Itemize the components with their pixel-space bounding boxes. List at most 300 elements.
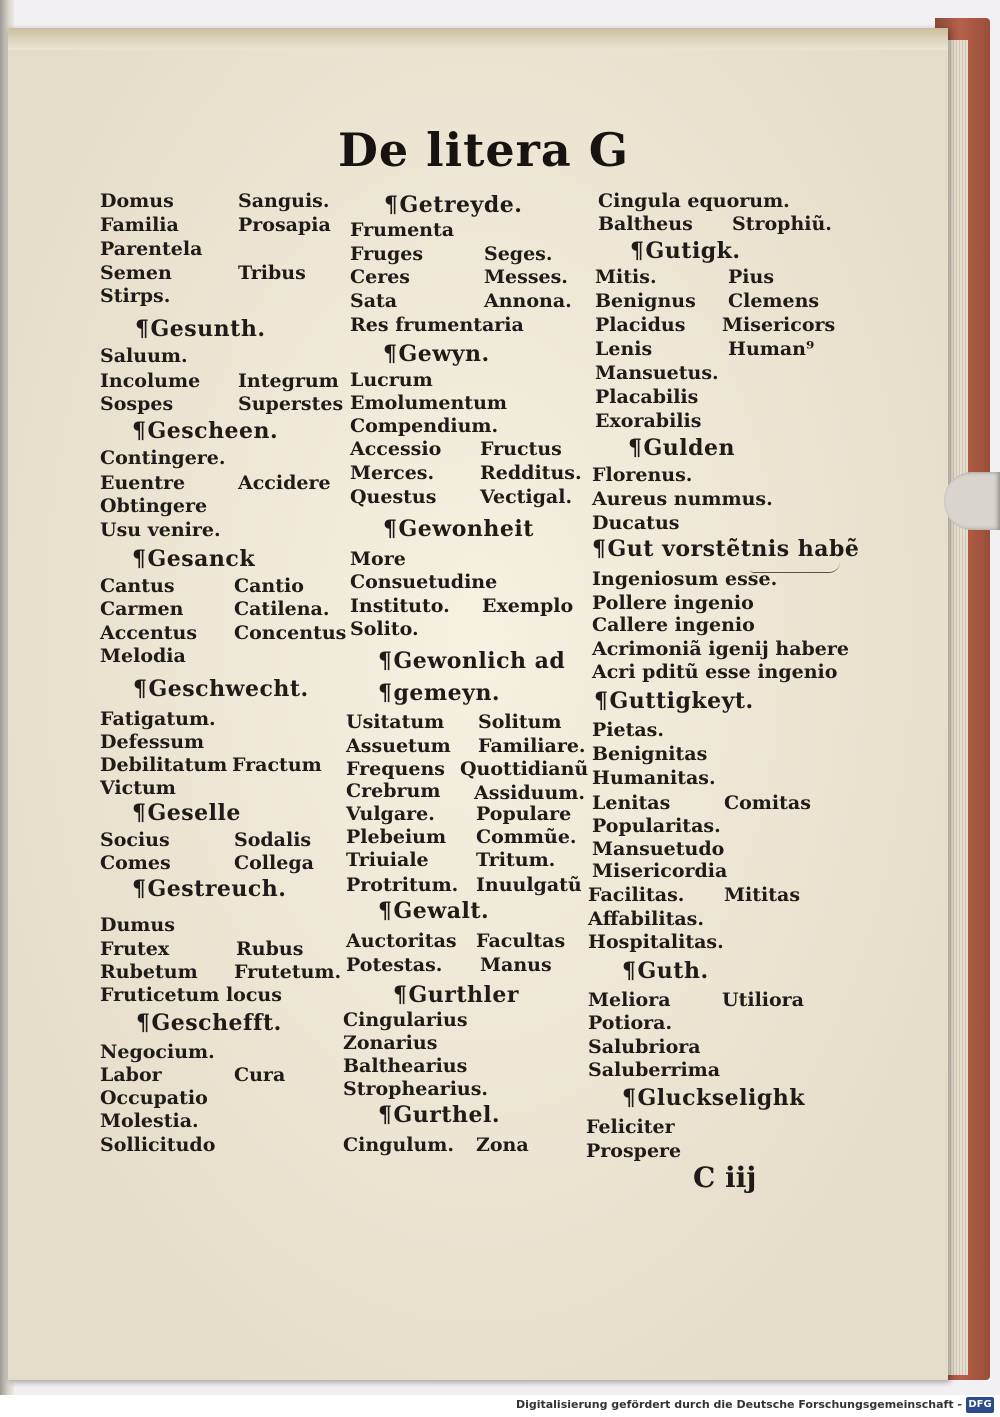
entry-word [480, 438, 562, 460]
entry-word [100, 938, 169, 960]
entry-text: Fractum [232, 754, 322, 776]
entry-word [588, 989, 671, 1011]
entry-text: Questus [350, 486, 437, 508]
entry-text: Sospes [100, 393, 174, 415]
entry-text: Res frumentaria [350, 314, 524, 336]
pilcrow-icon: ¶ [132, 418, 147, 444]
entry-text: Familiare. [478, 735, 586, 757]
entry-word [484, 243, 553, 265]
entry-word [100, 285, 170, 307]
entry-text: Acri pditũ esse ingenio [592, 661, 838, 683]
entry-text: Affabilitas. [588, 908, 704, 930]
entry-text: Accessio [350, 438, 442, 460]
entry-text: Messes. [484, 266, 568, 288]
entry-text: Misericordia [592, 860, 728, 882]
entry-word [484, 290, 572, 312]
entry-text: Socius [100, 829, 170, 851]
entry-word [100, 984, 282, 1006]
entry-heading [383, 343, 490, 365]
entry-word [343, 1032, 437, 1054]
entry-text: Gurthler [408, 982, 519, 1008]
footer-bar [0, 1395, 1000, 1417]
entry-heading [136, 1012, 282, 1034]
entry-text: Gluckselighk [637, 1085, 805, 1111]
entry-heading [594, 690, 754, 712]
entry-text: Gescheen. [147, 418, 279, 444]
entry-word [592, 743, 707, 765]
entry-text: Instituto. [350, 595, 450, 617]
entry-word [595, 338, 652, 360]
entry-text: Rubetum [100, 961, 198, 983]
pilcrow-icon: ¶ [132, 546, 147, 572]
entry-word [588, 1059, 720, 1081]
entry-word [100, 190, 174, 212]
entry-word [100, 598, 183, 620]
entry-text: Geselle [147, 800, 241, 826]
entry-word [100, 914, 175, 936]
entry-text: Potestas. [346, 954, 443, 976]
entry-word [350, 314, 524, 336]
entry-word [592, 638, 849, 660]
entry-text: Getreyde. [399, 192, 523, 218]
entry-word [234, 961, 341, 983]
entry-text: Redditus. [480, 462, 582, 484]
entry-word [238, 214, 331, 236]
entry-text: Cantio [234, 575, 304, 597]
entry-word [476, 849, 555, 871]
entry-text: Misericors [722, 314, 836, 336]
entry-word [346, 826, 446, 848]
entry-word [100, 262, 172, 284]
entry-word [480, 462, 582, 484]
entry-word [238, 262, 306, 284]
entry-text: Gewyn. [398, 341, 490, 367]
entry-text: Cingulum. [343, 1134, 455, 1156]
entry-word [586, 1140, 681, 1162]
entry-text: Lenis [595, 338, 653, 360]
entry-text: Collega [234, 852, 314, 874]
entry-text: Integrum [238, 370, 339, 392]
entry-word [343, 1009, 468, 1031]
entry-word [350, 618, 419, 640]
entry-word [234, 598, 329, 620]
entry-word [592, 719, 664, 741]
entry-word [728, 290, 819, 312]
entry-word [588, 884, 684, 906]
entry-text: Superstes [238, 393, 344, 415]
entry-word [728, 266, 774, 288]
entry-word [343, 1078, 488, 1100]
entry-heading [378, 900, 489, 922]
entry-text: Fatigatum. [100, 708, 216, 730]
entry-text: Emolumentum [350, 392, 507, 414]
entry-heading [383, 518, 534, 540]
entry-word [460, 758, 588, 780]
entry-text: Pollere ingenio [592, 592, 754, 614]
entry-heading [135, 318, 265, 340]
entry-word [478, 735, 586, 757]
entry-text: Baltheus [598, 213, 693, 235]
entry-text: Pietas. [592, 719, 664, 741]
entry-word [100, 1064, 162, 1086]
pilcrow-icon: ¶ [135, 316, 150, 342]
entry-text: Accentus [100, 622, 198, 644]
entry-text: Vectigal. [480, 486, 573, 508]
dfg-logo: DFG [966, 1397, 994, 1413]
pilcrow-icon: ¶ [622, 1085, 637, 1111]
entry-text: Labor [100, 1064, 162, 1086]
entry-heading [378, 1104, 500, 1126]
entry-word [100, 777, 176, 799]
entry-word [234, 1064, 285, 1086]
entry-text: Defessum [100, 731, 205, 753]
entry-text: Molestia. [100, 1110, 199, 1132]
entry-heading [378, 650, 565, 672]
entry-heading [384, 194, 522, 216]
entry-text: Lenitas [592, 792, 671, 814]
entry-text: Human⁹ [728, 338, 815, 360]
entry-text: Auctoritas [346, 930, 457, 952]
entry-text: Debilitatum [100, 754, 228, 776]
entry-word [474, 782, 585, 804]
entry-word [482, 595, 573, 617]
pilcrow-icon: ¶ [132, 800, 147, 826]
entry-text: Fructus [480, 438, 562, 460]
entry-word [346, 711, 444, 733]
entry-text: Facilitas. [588, 884, 685, 906]
entry-text: Familia [100, 214, 179, 236]
entry-word [350, 369, 433, 391]
entry-text: Compendium. [350, 415, 499, 437]
entry-word [480, 954, 552, 976]
entry-word [350, 486, 436, 508]
entry-text: Catilena. [234, 598, 330, 620]
entry-word [592, 488, 773, 510]
entry-word [343, 1134, 454, 1156]
entry-text: Accidere [238, 472, 331, 494]
entry-word [598, 213, 693, 235]
entry-text: Guttigkeyt. [609, 688, 754, 714]
entry-word [588, 1012, 672, 1034]
entry-text: Meliora [588, 989, 671, 1011]
entry-text: Lucrum [350, 369, 433, 391]
entry-text: Plebeium [346, 826, 447, 848]
entry-word [586, 1116, 675, 1138]
pilcrow-icon: ¶ [630, 238, 645, 264]
entry-text: Melodia [100, 645, 186, 667]
entry-word [595, 314, 685, 336]
entry-word [595, 362, 719, 384]
entry-word [350, 548, 406, 570]
entry-word [588, 908, 704, 930]
entry-text: Aureus nummus. [592, 488, 773, 510]
entry-text: Parentela [100, 238, 203, 260]
entry-text: Facultas [476, 930, 566, 952]
entry-word [728, 338, 814, 360]
entry-word [592, 592, 754, 614]
entry-text: Gewalt. [393, 898, 490, 924]
entry-word [346, 758, 445, 780]
entry-text: Protritum. [346, 874, 459, 896]
entry-word [350, 392, 507, 414]
entry-word [100, 472, 185, 494]
entry-text: Cura [234, 1064, 286, 1086]
entry-heading [132, 548, 255, 570]
entry-word [722, 314, 835, 336]
entry-word [100, 622, 197, 644]
entry-word [724, 884, 800, 906]
entry-word [100, 731, 204, 753]
entry-heading [622, 1087, 805, 1109]
entry-word [350, 595, 450, 617]
entry-text: Frequens [346, 758, 445, 780]
entry-word [592, 792, 670, 814]
entry-text: Benignitas [592, 743, 708, 765]
entry-text: Popularitas. [592, 815, 721, 837]
entry-heading [628, 437, 735, 459]
entry-word [598, 190, 790, 212]
entry-text: Geschwecht. [148, 676, 309, 702]
entry-text: Occupatio [100, 1087, 208, 1109]
entry-text: Geschefft. [151, 1010, 282, 1036]
entry-text: Florenus. [592, 464, 693, 486]
entry-text: Frutex [100, 938, 170, 960]
entry-word [592, 767, 716, 789]
entry-text: Cantus [100, 575, 175, 597]
entry-word [724, 792, 811, 814]
pilcrow-icon: ¶ [136, 1010, 151, 1036]
pilcrow-icon: ¶ [378, 1102, 393, 1128]
entry-text: Gestreuch. [147, 876, 287, 902]
entry-word [238, 370, 339, 392]
entry-text: Pius [728, 266, 775, 288]
entry-text: Euentre [100, 472, 186, 494]
entry-text: Balthearius [343, 1055, 468, 1077]
entry-text: Solito. [350, 618, 419, 640]
entry-text: Gulden [643, 435, 736, 461]
entry-word [592, 815, 721, 837]
entry-word [234, 852, 314, 874]
entry-heading [132, 420, 278, 442]
entry-text: Utiliora [722, 989, 804, 1011]
entry-text: Mititas [724, 884, 801, 906]
entry-word [588, 931, 724, 953]
entry-word [236, 938, 303, 960]
entry-text: Gutigk. [645, 238, 741, 264]
entry-word [480, 486, 572, 508]
entry-text: Prospere [586, 1140, 682, 1162]
entry-text: Comes [100, 852, 171, 874]
entry-text: Zona [476, 1134, 529, 1156]
entry-text: Gewonlich ad [393, 648, 566, 674]
entry-word [100, 829, 170, 851]
entry-word [350, 438, 441, 460]
entry-word [592, 512, 679, 534]
entry-text: Placabilis [595, 386, 699, 408]
entry-text: Fruges [350, 243, 424, 265]
entry-text: Concentus [234, 622, 347, 644]
entry-word [350, 219, 454, 241]
entry-text: Assuetum [346, 735, 451, 757]
entry-word [732, 213, 832, 235]
entry-word [100, 393, 173, 415]
entry-text: Negocium. [100, 1041, 215, 1063]
entry-text: Solitum [478, 711, 562, 733]
entry-text: Salubriora [588, 1036, 701, 1058]
entry-word [100, 708, 216, 730]
entry-word [346, 849, 429, 871]
pilcrow-icon: ¶ [378, 680, 393, 706]
pilcrow-icon: ¶ [133, 676, 148, 702]
entry-word [350, 415, 498, 437]
entry-text: Carmen [100, 598, 184, 620]
entry-text: Exemplo [482, 595, 574, 617]
entry-word [100, 1110, 199, 1132]
entry-word [592, 661, 837, 683]
pilcrow-icon: ¶ [383, 341, 398, 367]
entry-word [238, 393, 343, 415]
entry-word [346, 735, 451, 757]
entry-text: Gurthel. [393, 1102, 501, 1128]
entry-word [100, 447, 226, 469]
entry-text: Callere ingenio [592, 614, 755, 636]
entry-text: Gesanck [147, 546, 256, 572]
entry-heading [622, 960, 709, 982]
pilcrow-icon: ¶ [592, 536, 607, 562]
entry-text: Mansuetus. [595, 362, 719, 384]
entry-word [100, 495, 207, 517]
entry-text: Benignus [595, 290, 696, 312]
entry-text: Quottidianũ [460, 758, 589, 780]
entry-text: Hospitalitas. [588, 931, 724, 953]
entry-word [722, 989, 804, 1011]
entry-text: Acrimoniã igenij habere [592, 638, 849, 660]
entry-word [595, 386, 698, 408]
ink-underline [750, 562, 840, 573]
entry-word [234, 829, 311, 851]
entry-heading [630, 240, 741, 262]
entry-word [588, 1036, 701, 1058]
entry-word [476, 803, 571, 825]
entry-text: Tritum. [476, 849, 556, 871]
entry-text: Manus [480, 954, 552, 976]
entry-text: Victum [100, 777, 176, 799]
pilcrow-icon: ¶ [378, 648, 393, 674]
entry-text: Guth. [637, 958, 709, 984]
entry-word [100, 575, 175, 597]
entry-text: Tribus [238, 262, 306, 284]
entry-word [234, 622, 346, 644]
entry-text: Inuulgatũ [476, 874, 582, 896]
entry-word [346, 780, 440, 802]
entry-text: Sata [350, 290, 398, 312]
pilcrow-icon: ¶ [378, 898, 393, 924]
entry-word [100, 1087, 208, 1109]
entry-word [346, 930, 457, 952]
entry-text: Gewonheit [398, 516, 534, 542]
entry-text: Ducatus [592, 512, 680, 534]
entry-text: Domus [100, 190, 174, 212]
entry-heading [132, 802, 241, 824]
pilcrow-icon: ¶ [384, 192, 399, 218]
entry-text: Sollicitudo [100, 1134, 216, 1156]
entry-word [100, 1134, 215, 1156]
pilcrow-icon: ¶ [383, 516, 398, 542]
entry-text: Gesunth. [150, 316, 266, 342]
entry-text: Stirps. [100, 285, 171, 307]
entry-text: Prosapia [238, 214, 331, 236]
entry-text: Assiduum. [474, 782, 585, 804]
entry-text: Merces. [350, 462, 435, 484]
entry-word [592, 464, 692, 486]
entry-text: Saluberrima [588, 1059, 721, 1081]
entry-text: Cingularius [343, 1009, 468, 1031]
entry-heading [132, 878, 286, 900]
entry-word [100, 238, 202, 260]
entry-text: Usitatum [346, 711, 445, 733]
entry-word [476, 1134, 529, 1156]
entry-text: Feliciter [586, 1116, 675, 1138]
entry-text: Frumenta [350, 219, 455, 241]
entry-text: Gut vorstẽtnis habẽ [607, 536, 860, 562]
entry-word [343, 1055, 467, 1077]
entry-word [595, 290, 696, 312]
page-title: De litera G [338, 123, 629, 177]
entry-text: Comitas [724, 792, 811, 814]
entry-heading [393, 984, 519, 1006]
entry-text: Commũe. [476, 826, 577, 848]
entry-text: Incolume [100, 370, 201, 392]
entry-word [592, 614, 755, 636]
entry-heading [592, 538, 859, 560]
entry-text: Dumus [100, 914, 175, 936]
page-top-shadow [8, 28, 948, 50]
entry-text: Exorabilis [595, 410, 702, 432]
entry-word [592, 568, 777, 590]
entry-word [476, 930, 565, 952]
entry-word [234, 575, 304, 597]
entry-text: Consuetudine [350, 571, 498, 593]
entry-text: Contingere. [100, 447, 226, 469]
entry-text: Strophiũ. [732, 213, 832, 235]
entry-text: Zonarius [343, 1032, 438, 1054]
entry-text: Obtingere [100, 495, 208, 517]
entry-word [350, 290, 397, 312]
entry-text: Ceres [350, 266, 411, 288]
bookmark-ribbon [944, 472, 1000, 530]
entry-text: Strophearius. [343, 1078, 489, 1100]
entry-text: More [350, 548, 406, 570]
pilcrow-icon: ¶ [594, 688, 609, 714]
entry-word [595, 266, 657, 288]
entry-text: Sodalis [234, 829, 312, 851]
footer-credit: Digitalisierung gefördert durch die Deutsche Forschungsgemeinschaft - [515, 1398, 962, 1411]
entry-word [100, 214, 179, 236]
entry-word [100, 370, 200, 392]
pilcrow-icon: ¶ [393, 982, 408, 1008]
entry-word [350, 571, 497, 593]
entry-word [478, 711, 562, 733]
entry-word [100, 1041, 215, 1063]
entry-text: Usu venire. [100, 519, 221, 541]
entry-text: gemeyn. [393, 680, 501, 706]
entry-text: Mansuetudo [592, 838, 725, 860]
entry-heading [133, 678, 309, 700]
entry-word [238, 472, 331, 494]
entry-word [592, 838, 724, 860]
entry-text: Rubus [236, 938, 304, 960]
entry-text: Ingeniosum esse. [592, 568, 778, 590]
